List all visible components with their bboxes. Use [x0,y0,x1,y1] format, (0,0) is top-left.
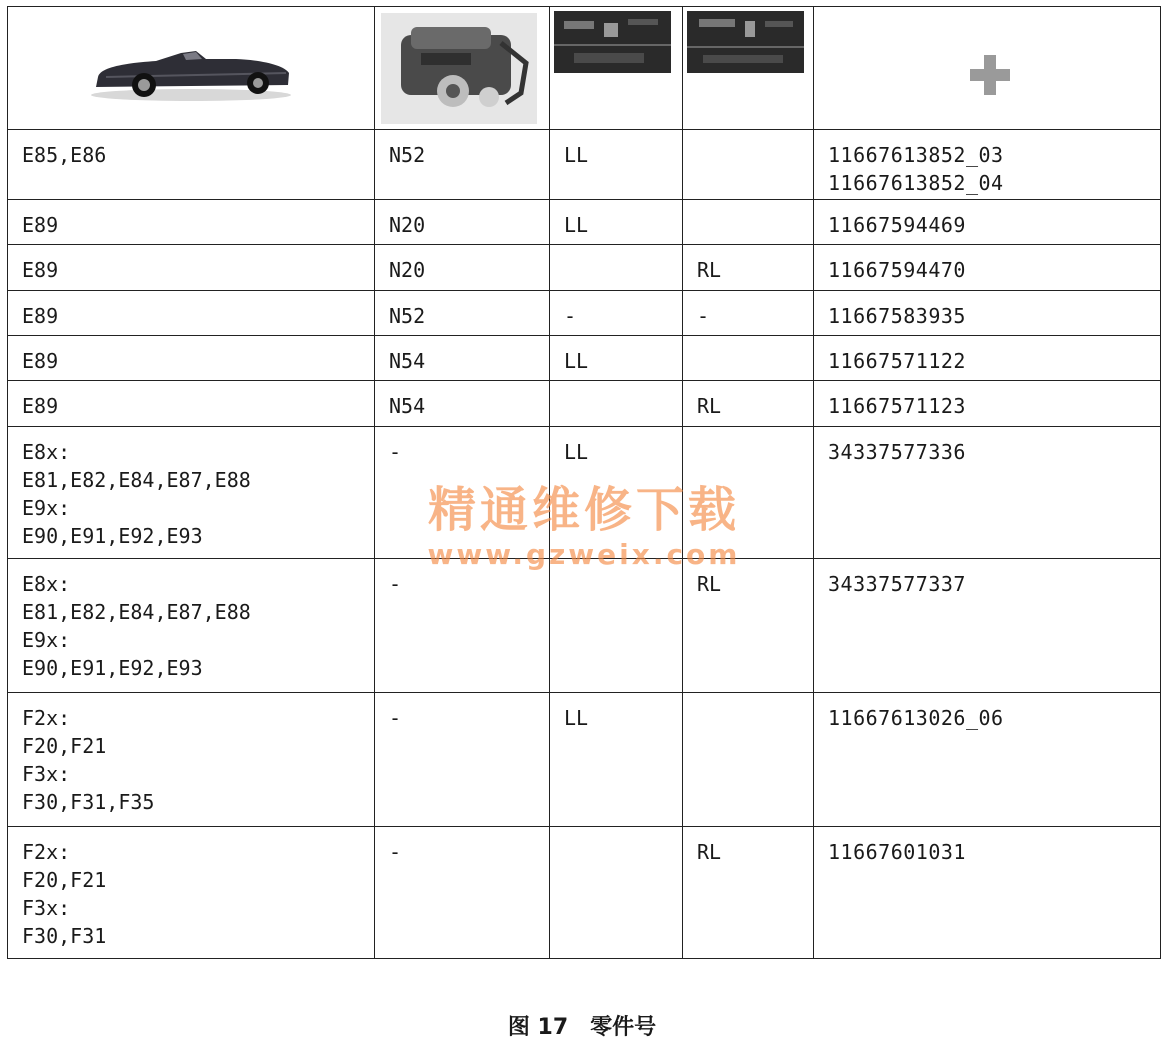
rl-cell [683,381,814,427]
engine-code: N20 [389,258,426,282]
engine-cell [375,693,550,827]
model-line: E85,E86 [22,143,107,167]
model-cell [8,245,375,291]
ll-value: LL [564,349,589,373]
model-line: E81,E82,E84,E87,E88 [22,600,251,624]
model-line: E89 [22,213,59,237]
model-cell [8,427,375,559]
header-engine-cell [375,7,550,130]
engine-cell [375,336,550,381]
model-cell [8,130,375,200]
header-car-cell [8,7,375,130]
table-row [8,693,1161,827]
table-row [8,336,1161,381]
part-number-cell [814,693,1161,827]
model-cell [8,291,375,336]
plus-icon [970,55,1010,95]
part-number: 11667613852_03 [828,143,1004,167]
engine-code: N52 [389,304,426,328]
engine-cell [375,291,550,336]
engine-code: - [389,840,402,864]
engine-cell [375,245,550,291]
rl-value: RL [697,840,722,864]
part-number: 11667571123 [828,394,966,418]
engine-code: N52 [389,143,426,167]
ll-value: LL [564,440,589,464]
engine-code: - [389,440,402,464]
parts-table [7,6,1161,959]
table-row [8,827,1161,959]
rl-cell [683,693,814,827]
table-row [8,200,1161,245]
engine-image [381,13,537,124]
engine-code: - [389,572,402,596]
model-line: F3x: [22,896,71,920]
model-line: E89 [22,349,59,373]
part-number-cell [814,427,1161,559]
engine-cell [375,200,550,245]
watermark-title: 精通维修下载 [427,482,740,538]
model-line: E89 [22,304,59,328]
model-line: F2x: [22,840,71,864]
part-number: 11667613852_04 [828,171,1004,195]
control-unit-image-ll [554,11,671,73]
model-line: F30,F31,F35 [22,790,155,814]
model-line: E89 [22,258,59,282]
part-number: 34337577337 [828,572,966,596]
rl-cell [683,827,814,959]
part-number-cell [814,291,1161,336]
engine-cell [375,381,550,427]
model-line: E9x: [22,496,71,520]
control-unit-image-rl [687,11,804,73]
ll-cell [550,291,683,336]
engine-code: - [389,706,402,730]
rl-cell [683,130,814,200]
ll-value: LL [564,143,589,167]
ll-cell [550,200,683,245]
ll-cell [550,427,683,559]
part-number: 11667594469 [828,213,966,237]
rl-value: RL [697,394,722,418]
part-number-cell [814,381,1161,427]
ll-value: - [564,304,577,328]
part-number-cell [814,200,1161,245]
rl-value: RL [697,572,722,596]
header-plus-cell [814,7,1161,130]
ll-cell [550,245,683,291]
table-row [8,381,1161,427]
part-number-cell [814,559,1161,693]
rl-value: - [697,304,710,328]
figure-caption: 图 17 零件号 [507,1015,657,1040]
engine-cell [375,559,550,693]
rl-cell [683,559,814,693]
ll-cell [550,827,683,959]
model-cell [8,200,375,245]
ll-cell [550,559,683,693]
model-line: E9x: [22,628,71,652]
engine-cell [375,427,550,559]
ll-cell [550,381,683,427]
model-cell [8,336,375,381]
engine-cell [375,827,550,959]
part-number-cell [814,130,1161,200]
part-number: 34337577336 [828,440,966,464]
table-header-row [8,7,1161,130]
table-row [8,130,1161,200]
header-ll-unit-cell [550,7,683,130]
part-number: 11667601031 [828,840,966,864]
model-cell [8,381,375,427]
part-number: 11667571122 [828,349,966,373]
part-number-cell [814,827,1161,959]
engine-code: N54 [389,394,426,418]
part-number-cell [814,336,1161,381]
model-line: E90,E91,E92,E93 [22,656,203,680]
model-line: E8x: [22,572,71,596]
table-row [8,427,1161,559]
rl-cell [683,336,814,381]
ll-cell [550,130,683,200]
header-rl-unit-cell [683,7,814,130]
model-cell [8,693,375,827]
table-row [8,559,1161,693]
model-line: E89 [22,394,59,418]
engine-code: N54 [389,349,426,373]
model-line: F2x: [22,706,71,730]
model-line: F20,F21 [22,734,107,758]
rl-cell [683,200,814,245]
model-cell [8,827,375,959]
convertible-car-image [86,33,296,103]
part-number-cell [814,245,1161,291]
model-line: E81,E82,E84,E87,E88 [22,468,251,492]
watermark-url: www.gzweix.com [427,538,741,571]
rl-cell [683,427,814,559]
rl-value: RL [697,258,722,282]
engine-cell [375,130,550,200]
part-number: 11667613026_06 [828,706,1004,730]
part-number: 11667594470 [828,258,966,282]
part-number: 11667583935 [828,304,966,328]
engine-code: N20 [389,213,426,237]
rl-cell [683,291,814,336]
model-line: E90,E91,E92,E93 [22,524,203,548]
ll-cell [550,693,683,827]
ll-value: LL [564,706,589,730]
model-line: F20,F21 [22,868,107,892]
model-cell [8,559,375,693]
ll-cell [550,336,683,381]
model-line: E8x: [22,440,71,464]
ll-value: LL [564,213,589,237]
model-line: F30,F31 [22,924,107,948]
table-row [8,245,1161,291]
model-line: F3x: [22,762,71,786]
table-row [8,291,1161,336]
rl-cell [683,245,814,291]
